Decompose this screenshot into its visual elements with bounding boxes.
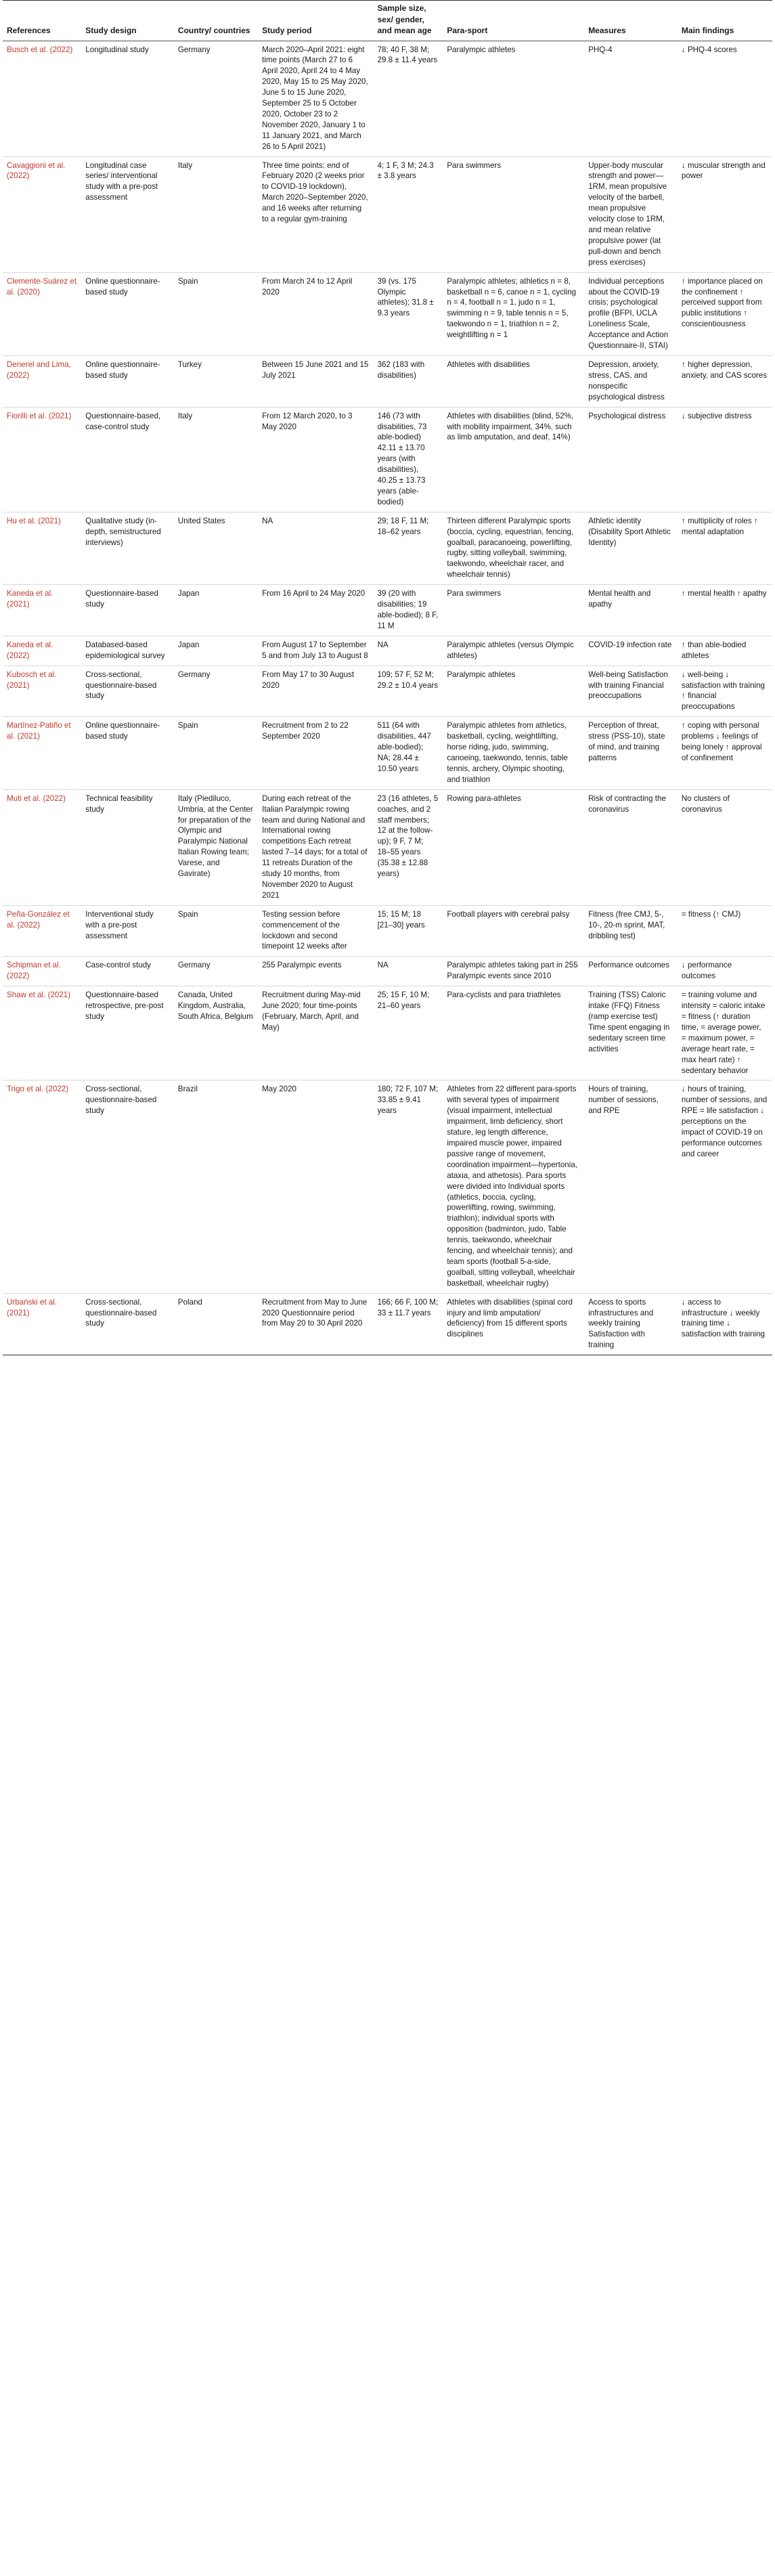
sample-cell: 39 (20 with disabilities; 19 able-bodied); 8 F, 11 M [374, 585, 443, 636]
table-row [3, 512, 772, 584]
country-cell: Poland [174, 1293, 258, 1355]
country-cell: Germany [174, 665, 258, 717]
para-sport-cell: Football players with cerebral palsy [443, 905, 584, 957]
study-period-cell: NA [258, 512, 373, 584]
study-design-cell: Online questionnaire-based study [81, 355, 174, 407]
measures-cell: Athletic identity (Disability Sport Athletic Identity) [584, 512, 678, 584]
study-design-cell: Cross-sectional, questionnaire-based study [81, 1293, 174, 1355]
reference-cell[interactable]: Schipman et al. (2022) [3, 957, 81, 986]
measures-cell: PHQ-4 [584, 41, 678, 156]
para-sport-cell: Athletes with disabilities [443, 355, 584, 407]
table-row [3, 585, 772, 636]
study-period-cell: From 16 April to 24 May 2020 [258, 585, 373, 636]
sample-cell: NA [374, 957, 443, 986]
study-design-cell: Cross-sectional, questionnaire-based study [81, 665, 174, 717]
header-para-sport: Para-sport [443, 1, 584, 41]
measures-cell: COVID-19 infection rate [584, 636, 678, 665]
reference-cell[interactable]: Shaw et al. (2021) [3, 986, 81, 1080]
header-measures: Measures [584, 1, 678, 41]
study-period-cell: Between 15 June 2021 and 15 July 2021 [258, 355, 373, 407]
main-findings-cell: ↓ access to infrastructure ↓ weekly training time ↓ satisfaction with training [678, 1293, 772, 1355]
country-cell: Italy [174, 156, 258, 272]
study-period-cell: During each retreat of the Italian Paralympic rowing team and during National and International rowing competitions Each retreat lasted 7–14 days; for a total of 11 retreats Duration of the study 10 months, from November 2020 to August 2021 [258, 789, 373, 905]
study-design-cell: Questionnaire-based, case-control study [81, 407, 174, 512]
sample-cell: 39 (vs. 175 Olympic athletes); 31.8 ± 9.3 years [374, 272, 443, 355]
reference-cell[interactable]: Martínez-Patiño et al. (2021) [3, 717, 81, 789]
table-row [3, 156, 772, 272]
sample-cell: NA [374, 636, 443, 665]
sample-cell: 109; 57 F, 52 M; 29.2 ± 10.4 years [374, 665, 443, 717]
main-findings-cell: ↑ multiplicity of roles ↑ mental adaptation [678, 512, 772, 584]
reference-cell[interactable]: Trigo et al. (2022) [3, 1080, 81, 1293]
para-sport-cell: Para swimmers [443, 585, 584, 636]
measures-cell: Training (TSS) Caloric intake (FFQ) Fitness (ramp exercise test) Time spent engaging in sedentary screen time activities [584, 986, 678, 1080]
para-sport-cell: Para swimmers [443, 156, 584, 272]
measures-cell: Individual perceptions about the COVID-19 crisis; psychological profile (BFPI, UCLA Loneliness Scale, Acceptance and Action Questionnaire-II, STAI) [584, 272, 678, 355]
main-findings-cell: ↑ importance placed on the confinement ↑ perceived support from public institutions ↑ conscientiousness [678, 272, 772, 355]
country-cell: Japan [174, 636, 258, 665]
main-findings-cell: = fitness (↑ CMJ) [678, 905, 772, 957]
main-findings-cell: = training volume and intensity = caloric intake = fitness (↑ duration time, = average power, = maximum power, = average heart rate, = max heart rate) ↑ sedentary behavior [678, 986, 772, 1080]
header-study-period: Study period [258, 1, 373, 41]
header-main-findings: Main findings [678, 1, 772, 41]
header-sample: Sample size, sex/ gender, and mean age [374, 1, 443, 41]
para-sport-cell: Paralympic athletes [443, 665, 584, 717]
sample-cell: 146 (73 with disabilities, 73 able-bodied) 42.11 ± 13.70 years (with disabilities), 40.25 ± 13.73 years (able-bodied) [374, 407, 443, 512]
reference-cell[interactable]: Urbański et al. (2021) [3, 1293, 81, 1355]
country-cell: Germany [174, 41, 258, 156]
study-design-cell: Qualitative study (in-depth, semistructured interviews) [81, 512, 174, 584]
main-findings-cell: ↓ subjective distress [678, 407, 772, 512]
reference-cell[interactable]: Hu et al. (2021) [3, 512, 81, 584]
header-references: References [3, 1, 81, 41]
study-period-cell: From March 24 to 12 April 2020 [258, 272, 373, 355]
reference-cell[interactable]: Kaneda et al. (2022) [3, 636, 81, 665]
study-design-cell: Questionnaire-based retrospective, pre-post study [81, 986, 174, 1080]
table-row [3, 1293, 772, 1355]
measures-cell: Performance outcomes [584, 957, 678, 986]
country-cell: Spain [174, 905, 258, 957]
table-row [3, 355, 772, 407]
sample-cell: 4; 1 F, 3 M; 24.3 ± 3.8 years [374, 156, 443, 272]
table-row [3, 407, 772, 512]
para-sport-cell: Rowing para-athletes [443, 789, 584, 905]
reference-cell[interactable]: Kubosch et al. (2021) [3, 665, 81, 717]
para-sport-cell: Para-cyclists and para triathletes [443, 986, 584, 1080]
country-cell: Brazil [174, 1080, 258, 1293]
measures-cell: Fitness (free CMJ, 5-, 10-, 20-m sprint, MAT, dribbling test) [584, 905, 678, 957]
table-row [3, 717, 772, 789]
reference-cell[interactable]: Fiorilli et al. (2021) [3, 407, 81, 512]
study-design-cell: Online questionnaire-based study [81, 272, 174, 355]
reference-cell[interactable]: Kaneda et al. (2021) [3, 585, 81, 636]
reference-cell[interactable]: Clemente-Suárez et al. (2020) [3, 272, 81, 355]
country-cell: Germany [174, 957, 258, 986]
header-study-design: Study design [81, 1, 174, 41]
para-sport-cell: Paralympic athletes from athletics, basketball, cycling, weightlifting, horse riding, judo, swimming, canoeing, taekwondo, tennis, table tennis, archery, Olympic shooting, and triathlon [443, 717, 584, 789]
studies-table [3, 0, 772, 1355]
measures-cell: Perception of threat, stress (PSS-10), state of mind, and training patterns [584, 717, 678, 789]
sample-cell: 166; 66 F, 100 M; 33 ± 11.7 years [374, 1293, 443, 1355]
sample-cell: 362 (183 with disabilities) [374, 355, 443, 407]
study-period-cell: From August 17 to September 5 and from July 13 to August 8 [258, 636, 373, 665]
country-cell: Italy [174, 407, 258, 512]
country-cell: Canada, United Kingdom, Australia, South Africa, Belgium [174, 986, 258, 1080]
study-design-cell: Databased-based epidemiological survey [81, 636, 174, 665]
main-findings-cell: ↓ performance outcomes [678, 957, 772, 986]
study-period-cell: Three time points: end of February 2020 (2 weeks prior to COVID-19 lockdown), March 2020–September 2020, and 16 weeks after returning to a regular gym-training [258, 156, 373, 272]
measures-cell: Hours of training, number of sessions, and RPE [584, 1080, 678, 1293]
para-sport-cell: Athletes with disabilities (spinal cord injury and limb amputation/ deficiency) from 15 different sports disciplines [443, 1293, 584, 1355]
table-body [3, 41, 772, 1355]
main-findings-cell: ↓ hours of training, number of sessions, and RPE = life satisfaction ↓ perceptions on the impact of COVID-19 on performance outcomes and career [678, 1080, 772, 1293]
table-row [3, 272, 772, 355]
header-country: Country/ countries [174, 1, 258, 41]
table-row [3, 636, 772, 665]
study-period-cell: From 12 March 2020, to 3 May 2020 [258, 407, 373, 512]
study-design-cell: Technical feasibility study [81, 789, 174, 905]
country-cell: Spain [174, 272, 258, 355]
country-cell: Turkey [174, 355, 258, 407]
sample-cell: 15; 15 M; 18 [21–30] years [374, 905, 443, 957]
sample-cell: 511 (64 with disabilities, 447 able-bodied); NA; 28.44 ± 10.50 years [374, 717, 443, 789]
study-design-cell: Case-control study [81, 957, 174, 986]
study-period-cell: 255 Paralympic events [258, 957, 373, 986]
table-row [3, 905, 772, 957]
table-row [3, 986, 772, 1080]
para-sport-cell: Athletes from 22 different para-sports with several types of impairment (visual impairment, intellectual impairment, limb deficiency, short stature, leg length difference, impaired muscle power, impaired passive range of movement, coordination impairment—hypertonia, ataxia, and athetosis). Para sports were divided into Individual sports (athletics, boccia, cycling, powerlifting, rowing, swimming, triathlon); individual sports with opposition (badminton, judo, Table tennis, taekwondo, wheelchair fencing, and wheelchair tennis); and team sports (football 5-a-side, goalball, sitting volleyball, wheelchair basketball, wheelchair rugby) [443, 1080, 584, 1293]
sample-cell: 78; 40 F, 38 M; 29.8 ± 11.4 years [374, 41, 443, 156]
main-findings-cell: ↑ mental health ↑ apathy [678, 585, 772, 636]
study-period-cell: From May 17 to 30 August 2020 [258, 665, 373, 717]
study-design-cell: Longitudinal case series/ interventional study with a pre-post assessment [81, 156, 174, 272]
sample-cell: 25; 15 F, 10 M; 21–60 years [374, 986, 443, 1080]
main-findings-cell: ↑ than able-bodied athletes [678, 636, 772, 665]
measures-cell: Mental health and apathy [584, 585, 678, 636]
table-row [3, 665, 772, 717]
study-period-cell: Recruitment from 2 to 22 September 2020 [258, 717, 373, 789]
main-findings-cell: ↑ higher depression, anxiety, and CAS scores [678, 355, 772, 407]
sample-cell: 29; 18 F, 11 M; 18–62 years [374, 512, 443, 584]
measures-cell: Access to sports infrastructures and weekly training Satisfaction with training [584, 1293, 678, 1355]
para-sport-cell: Paralympic athletes; athletics n = 8, basketball n = 6, canoe n = 1, cycling n = 4, football n = 1, judo n = 1, swimming n = 9, table tennis n = 5, taekwondo n = 1, triathlon n = 2, weightlifting n = 1 [443, 272, 584, 355]
sample-cell: 23 (16 athletes, 5 coaches, and 2 staff members; 12 at the follow-up); 9 F, 7 M; 18–55 years (35.38 ± 12.88 years) [374, 789, 443, 905]
table-row [3, 789, 772, 905]
main-findings-cell: ↓ well-being ↓ satisfaction with training ↑ financial preoccupations [678, 665, 772, 717]
measures-cell: Psychological distress [584, 407, 678, 512]
reference-cell[interactable]: Peña-González et al. (2022) [3, 905, 81, 957]
study-design-cell: Questionnaire-based study [81, 585, 174, 636]
study-period-cell: Recruitment during May-mid June 2020; four time-points (February, March, April, and May) [258, 986, 373, 1080]
para-sport-cell: Thirteen different Paralympic sports (boccia, cycling, equestrian, fencing, goalball, paracanoeing, powerlifting, rugby, sitting volleyball, swimming, taekwondo, wheelchair racer, and wheelchair tennis) [443, 512, 584, 584]
para-sport-cell: Paralympic athletes (versus Olympic athletes) [443, 636, 584, 665]
study-period-cell: March 2020–April 2021: eight time points (March 27 to 6 April 2020, April 24 to 4 May 2020, May 15 to 25 May 2020, June 5 to 15 June 2020, September 25 to 5 October 2020, October 23 to 2 November 2020, January 1 to 11 January 2021, and March 26 to 5 April 2021) [258, 41, 373, 156]
study-design-cell: Longitudinal study [81, 41, 174, 156]
measures-cell: Depression, anxiety, stress, CAS, and nonspecific psychological distress [584, 355, 678, 407]
para-sport-cell: Paralympic athletes taking part in 255 Paralympic events since 2010 [443, 957, 584, 986]
table-row [3, 1080, 772, 1293]
main-findings-cell: ↓ PHQ-4 scores [678, 41, 772, 156]
reference-cell[interactable]: Muti et al. (2022) [3, 789, 81, 905]
reference-cell[interactable]: Cavaggioni et al. (2022) [3, 156, 81, 272]
country-cell: Spain [174, 717, 258, 789]
para-sport-cell: Paralympic athletes [443, 41, 584, 156]
study-design-cell: Cross-sectional, questionnaire-based study [81, 1080, 174, 1293]
country-cell: United States [174, 512, 258, 584]
main-findings-cell: ↓ muscular strength and power [678, 156, 772, 272]
para-sport-cell: Athletes with disabilities (blind, 52%, with mobility impairment, 34%, such as limb amputation, and deaf, 14%) [443, 407, 584, 512]
main-findings-cell: ↑ coping with personal problems ↓ feelings of being lonely ↑ approval of confinement [678, 717, 772, 789]
table-row [3, 41, 772, 156]
study-period-cell: Testing session before commencement of the lockdown and second timepoint 12 weeks after [258, 905, 373, 957]
measures-cell: Well-being Satisfaction with training Financial preoccupations [584, 665, 678, 717]
country-cell: Italy (Piediluco, Umbria, at the Center for preparation of the Olympic and Paralympic National Italian Rowing team; Varese, and Gavirate) [174, 789, 258, 905]
study-period-cell: May 2020 [258, 1080, 373, 1293]
study-period-cell: Recruitment from May to June 2020 Questionnaire period from May 20 to 30 April 2020 [258, 1293, 373, 1355]
country-cell: Japan [174, 585, 258, 636]
measures-cell: Upper-body muscular strength and power—1RM, mean propulsive velocity of the barbell, mean propulsive velocity close to 1RM, and mean relative propulsive power (lat pull-down and bench press exercises) [584, 156, 678, 272]
main-findings-cell: No clusters of coronavirus [678, 789, 772, 905]
study-design-cell: Interventional study with a pre-post assessment [81, 905, 174, 957]
sample-cell: 180; 72 F, 107 M; 33.85 ± 9.41 years [374, 1080, 443, 1293]
reference-cell[interactable]: Busch et al. (2022) [3, 41, 81, 156]
header-row [3, 1, 772, 41]
table-row [3, 957, 772, 986]
study-design-cell: Online questionnaire-based study [81, 717, 174, 789]
reference-cell[interactable]: Denerel and Lima, (2022) [3, 355, 81, 407]
measures-cell: Risk of contracting the coronavirus [584, 789, 678, 905]
